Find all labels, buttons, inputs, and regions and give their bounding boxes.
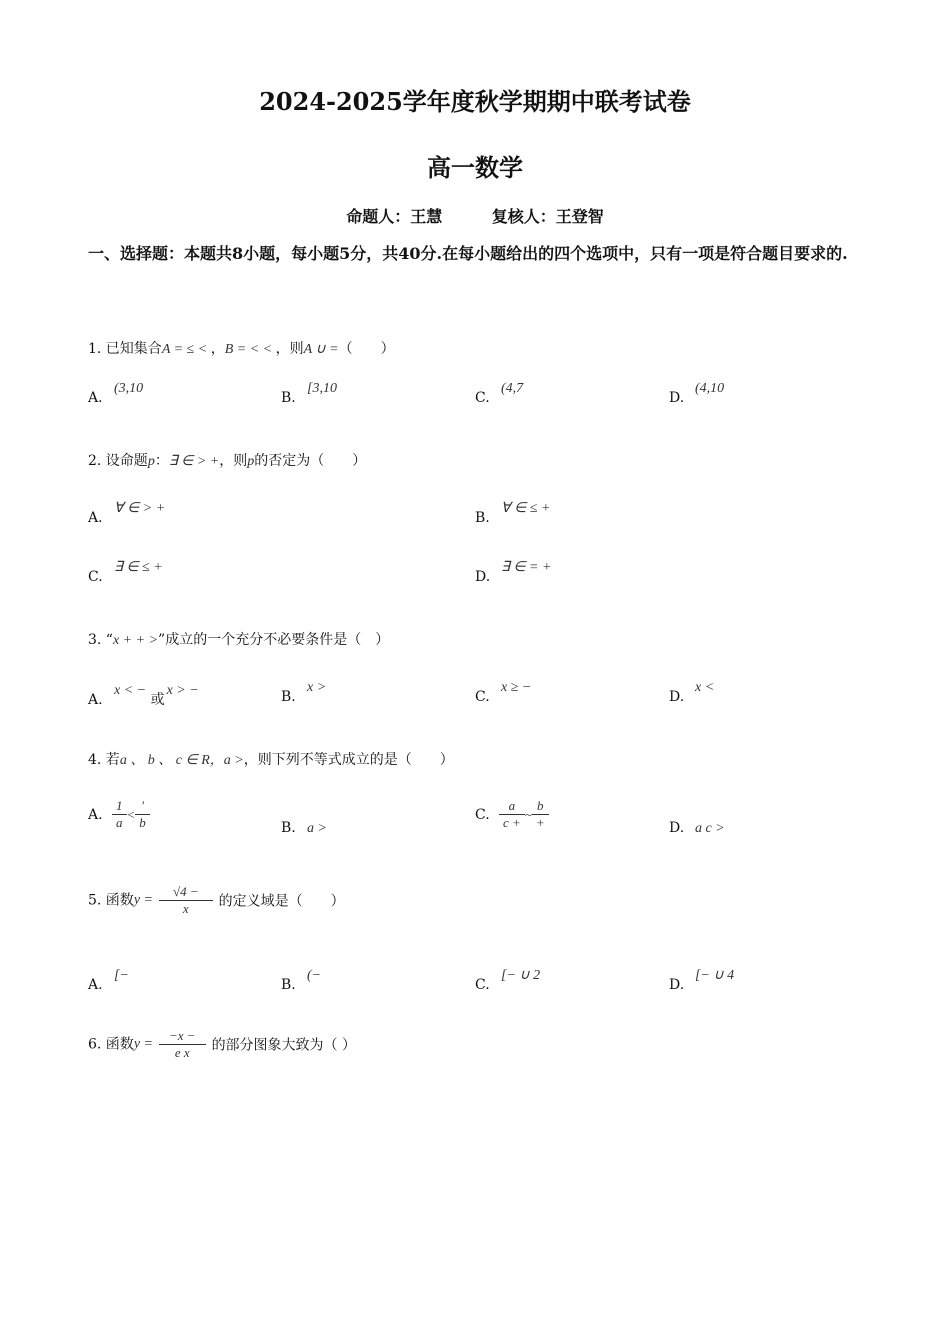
q2-colon: ： [154, 453, 169, 469]
question-1 [88, 338, 395, 358]
q2-option-d: D.∃ ∈ = + [475, 560, 552, 585]
q5-option-b-text: (− [307, 968, 322, 983]
q5-option-d-text: [− ∪ 4 [695, 968, 735, 983]
q3-option-b: B.x > [281, 680, 327, 705]
question-3 [88, 629, 389, 649]
question-5 [88, 884, 345, 917]
q4-a-den2: b [139, 815, 146, 830]
q2-p2: p [247, 454, 255, 469]
q3-tail: ”成立的一个充分不必要条件是（ ） [158, 632, 390, 648]
exam-title: 2024-2025学年度秋学期期中联考试卷 [259, 87, 691, 116]
question-6 [88, 1028, 356, 1061]
q1-option-d: D.(4,10 [669, 381, 725, 406]
q4-c-rel: ~ [524, 806, 532, 822]
q4-c-den2: + [535, 815, 545, 830]
q4-option-a: A. $\frac{1}{a}$ < $\frac{'}{b}$ [88, 798, 150, 831]
question-4 [88, 749, 454, 769]
q1-set-a: A = ≤ < [161, 342, 211, 357]
q4-cond: ，a > [209, 753, 244, 768]
q5-tail: 的定义域是（ ） [218, 893, 345, 910]
q1-option-a: A.(3,10 [88, 381, 144, 406]
q1-option-c: C.(4,7 [475, 381, 524, 406]
q4-c-frac2 [532, 798, 549, 831]
q2-tail: 的否定为（ ） [254, 453, 367, 469]
authors-line [0, 204, 950, 227]
q5-option-b: B.(− [281, 968, 322, 993]
q2-expr: ∃ ∈ > + [168, 454, 220, 469]
q3-option-c: C.x ≥ − [475, 680, 532, 705]
q2-option-d-text: ∃ ∈ = + [501, 560, 552, 575]
q4-a-den: a [116, 815, 123, 830]
q4-a-frac2 [135, 798, 150, 831]
q6-y: y = [133, 1036, 153, 1052]
q1-option-d-text: (4,10 [695, 381, 725, 396]
q5-den: x [182, 901, 189, 916]
q4-c-num: a [499, 798, 525, 815]
q3-option-d: D.x < [669, 680, 715, 705]
section-heading: 一、选择题：本题共8小题，每小题5分，共40分.在每小题给出的四个选项中，只有一项是符合题目要求的. [88, 244, 848, 263]
q2-prefix: 2. 设命题 [88, 453, 148, 469]
q4-option-b-text: a > [307, 821, 327, 836]
q3-option-a-part1: x < − [114, 683, 147, 698]
q5-option-c-text: [− ∪ 2 [501, 968, 541, 983]
q4-option-b: B. a > [281, 820, 327, 836]
q3-option-d-text: x < [695, 680, 715, 695]
q1-sep: ， [210, 341, 225, 357]
reviewer: 复核人：王登智 [491, 207, 604, 226]
q1-option-b-text: [3,10 [307, 381, 337, 396]
q3-option-a: A.x < − 或x > − [88, 683, 199, 708]
q6-tail: 的部分图象大致为（ ） [211, 1037, 357, 1054]
q4-vars: a 、 b 、 c ∈ R [119, 753, 210, 768]
q2-option-b: B.∀ ∈ ≤ + [475, 501, 551, 526]
question-2 [88, 450, 366, 470]
q6-prefix: 6. 函数 [88, 1036, 134, 1053]
q5-y: y = [133, 892, 153, 908]
q1-option-c-text: (4,7 [501, 381, 524, 396]
q3-option-a-or: 或 [150, 692, 165, 708]
q4-c-frac1 [499, 798, 525, 831]
q4-tail: ，则下列不等式成立的是（ ） [243, 752, 454, 768]
exam-subject: 高一数学 [427, 153, 523, 182]
q3-option-b-text: x > [307, 680, 327, 695]
q6-den: e x [174, 1045, 190, 1060]
q2-option-c: C.∃ ∈ ≤ + [88, 560, 163, 585]
q4-option-d-text: a c > [695, 821, 725, 836]
author: 命题人：王慧 [346, 207, 443, 226]
q5-option-d: D.[− ∪ 4 [669, 968, 735, 993]
q6-num: −x − [159, 1028, 206, 1045]
q4-prefix: 4. 若 [88, 752, 120, 768]
q4-a-num2: ' [135, 798, 150, 815]
q1-option-a-text: (3,10 [114, 381, 144, 396]
q3-prefix: 3. “ [88, 632, 113, 648]
q4-c-num2: b [532, 798, 549, 815]
q4-c-den: c + [503, 815, 521, 830]
q4-a-rel: < [126, 806, 136, 822]
q5-option-a-text: [− [114, 968, 129, 983]
q5-option-c: C.[− ∪ 2 [475, 968, 541, 993]
q1-blank: （ ） [338, 341, 395, 357]
q4-a-num: 1 [112, 798, 127, 815]
q3-expr: x + + > [112, 633, 159, 648]
q4-option-c: C. $\frac{a}{c +}$ ~ $\frac{b}{+}$ [475, 798, 549, 831]
q1-set-b: B = < < [224, 342, 276, 357]
q1-option-b: B.[3,10 [281, 381, 337, 406]
q1-then: ，则 [275, 341, 304, 357]
q6-frac [159, 1028, 206, 1061]
q2-option-c-text: ∃ ∈ ≤ + [114, 560, 163, 575]
q5-num: √4 − [159, 884, 213, 901]
q2-option-a: A.∀ ∈ > + [88, 501, 166, 526]
q5-frac [159, 884, 213, 917]
q2-p: p [147, 454, 155, 469]
q2-option-b-text: ∀ ∈ ≤ + [501, 501, 551, 516]
q3-option-c-text: x ≥ − [501, 680, 532, 695]
q1-prefix: 1. 已知集合 [88, 341, 162, 357]
q5-prefix: 5. 函数 [88, 892, 134, 909]
q1-union: A ∪ = [303, 342, 339, 357]
q4-a-frac1 [112, 798, 127, 831]
q2-option-a-text: ∀ ∈ > + [114, 501, 166, 516]
q5-option-a: A.[− [88, 968, 129, 993]
q2-then: ，则 [219, 453, 248, 469]
q3-option-a-part2: x > − [166, 683, 199, 698]
q4-option-d: D. a c > [669, 820, 725, 836]
